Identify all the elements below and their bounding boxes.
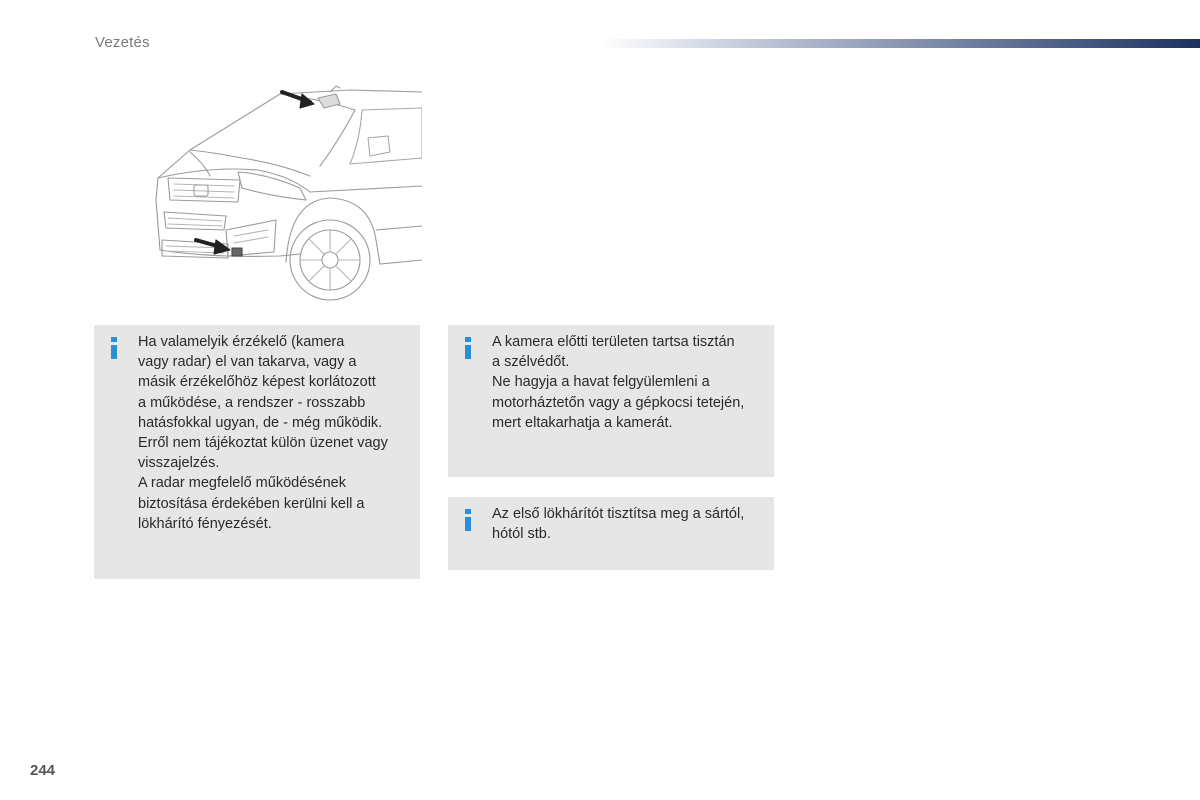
- info-text: Az első lökhárítót tisztítsa meg a sártól, hótól stb.: [492, 506, 745, 543]
- info-box-bumper: [448, 497, 774, 570]
- page-number: 244: [30, 762, 56, 779]
- car-illustration: [150, 80, 422, 302]
- info-icon: [465, 337, 471, 359]
- info-box-windshield: [448, 325, 774, 477]
- info-icon: [111, 337, 117, 359]
- info-box-sensor-obstruction: [94, 325, 420, 579]
- section-title: Vezetés: [95, 34, 150, 51]
- header-gradient-bar: [600, 39, 1200, 48]
- info-text: Ha valamelyik érzékelő (kamera vagy radar) el van takarva, vagy a másik érzékelőhöz képest korlátozott a működése, a rendszer - rosszabb hatásfokkal ugyan, de - még működik. Erről nem tájékoztat külön üzenet vagy visszajelzés. A radar megfelelő működésének biztosítása érdekében kerülni kell a lökhárító fényezését.: [138, 334, 388, 532]
- info-text: A kamera előtti területen tartsa tisztán a szélvédőt. Ne hagyja a havat felgyülemleni a motorháztetőn vagy a gépkocsi tetején, mert eltakarhatja a kamerát.: [492, 334, 745, 431]
- info-icon: [465, 509, 471, 531]
